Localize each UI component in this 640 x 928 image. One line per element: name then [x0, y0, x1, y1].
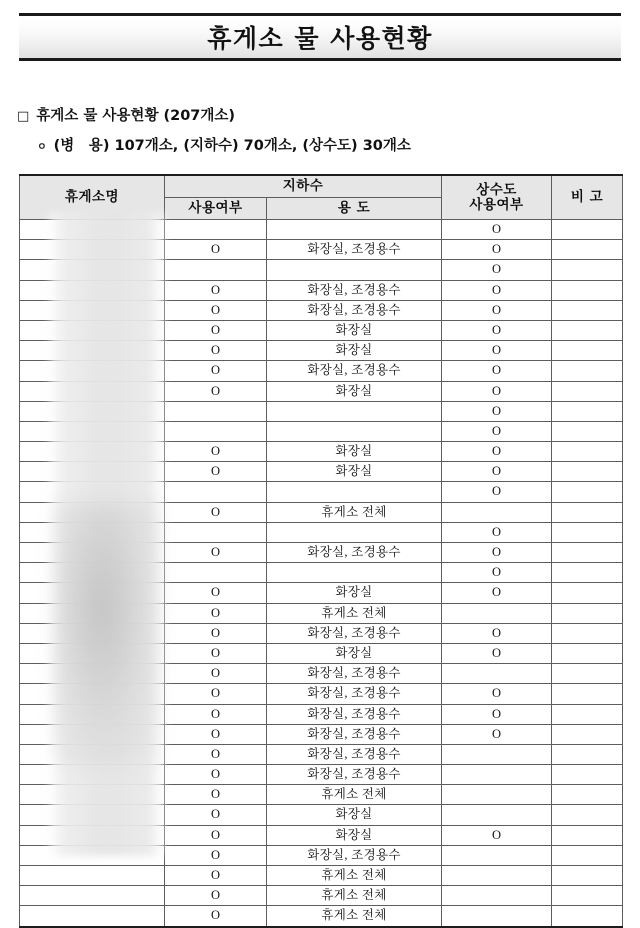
cell-groundwater-purpose: 화장실, 조경용수 [267, 623, 442, 643]
document-title-banner [19, 13, 621, 61]
cell-tapwater-use-mark [442, 805, 552, 825]
cell-groundwater-purpose [267, 563, 442, 583]
cell-groundwater-purpose: 휴게소 전체 [267, 785, 442, 805]
col-header-groundwater-group: 지하수 [165, 175, 442, 198]
cell-groundwater-use-mark: O [165, 785, 267, 805]
cell-note [552, 421, 623, 441]
cell-rest-area-name [20, 664, 165, 684]
cell-rest-area-name [20, 684, 165, 704]
cell-groundwater-use-mark: O [165, 583, 267, 603]
cell-groundwater-use-mark: O [165, 381, 267, 401]
cell-note [552, 744, 623, 764]
summary-primary-text: 휴게소 물 사용현황 (207개소) [36, 108, 236, 124]
table-row [20, 583, 623, 603]
cell-groundwater-purpose: 화장실 [267, 805, 442, 825]
cell-note [552, 886, 623, 906]
cell-groundwater-use-mark [165, 401, 267, 421]
cell-groundwater-purpose: 화장실, 조경용수 [267, 300, 442, 320]
cell-note [552, 280, 623, 300]
cell-tapwater-use-mark: O [442, 724, 552, 744]
cell-note [552, 240, 623, 260]
cell-groundwater-purpose: 휴게소 전체 [267, 866, 442, 886]
cell-groundwater-use-mark [165, 421, 267, 441]
cell-groundwater-purpose: 화장실 [267, 341, 442, 361]
table-row [20, 522, 623, 542]
cell-groundwater-use-mark: O [165, 341, 267, 361]
summary-line-primary [17, 104, 617, 125]
summary-line-secondary [37, 134, 617, 155]
cell-rest-area-name [20, 866, 165, 886]
cell-groundwater-purpose: 화장실, 조경용수 [267, 704, 442, 724]
table-row [20, 623, 623, 643]
table-row [20, 320, 623, 340]
cell-groundwater-use-mark: O [165, 320, 267, 340]
table-row [20, 280, 623, 300]
cell-rest-area-name [20, 401, 165, 421]
cell-note [552, 462, 623, 482]
cell-note [552, 583, 623, 603]
cell-note [552, 906, 623, 927]
table-row [20, 240, 623, 260]
circle-bullet-icon: ㅇ [37, 142, 47, 153]
cell-tapwater-use-mark [442, 785, 552, 805]
summary-section [17, 104, 617, 155]
cell-groundwater-purpose: 화장실, 조경용수 [267, 845, 442, 865]
cell-rest-area-name [20, 583, 165, 603]
cell-rest-area-name [20, 623, 165, 643]
cell-note [552, 603, 623, 623]
cell-note [552, 482, 623, 502]
cell-note [552, 704, 623, 724]
cell-groundwater-purpose: 화장실, 조경용수 [267, 361, 442, 381]
cell-groundwater-purpose: 화장실, 조경용수 [267, 280, 442, 300]
cell-tapwater-use-mark: O [442, 260, 552, 280]
cell-groundwater-purpose: 휴게소 전체 [267, 502, 442, 522]
cell-groundwater-use-mark: O [165, 643, 267, 663]
cell-tapwater-use-mark: O [442, 482, 552, 502]
cell-groundwater-use-mark: O [165, 502, 267, 522]
cell-groundwater-use-mark: O [165, 866, 267, 886]
cell-groundwater-purpose [267, 482, 442, 502]
table-row [20, 381, 623, 401]
cell-tapwater-use-mark: O [442, 280, 552, 300]
cell-note [552, 361, 623, 381]
cell-groundwater-use-mark: O [165, 623, 267, 643]
cell-rest-area-name [20, 543, 165, 563]
cell-tapwater-use-mark: O [442, 623, 552, 643]
table-row [20, 260, 623, 280]
cell-groundwater-purpose [267, 421, 442, 441]
cell-note [552, 260, 623, 280]
table-row [20, 765, 623, 785]
table-row [20, 643, 623, 663]
cell-tapwater-use-mark: O [442, 543, 552, 563]
cell-note [552, 724, 623, 744]
cell-groundwater-use-mark: O [165, 724, 267, 744]
table-row [20, 886, 623, 906]
table-row [20, 300, 623, 320]
cell-note [552, 401, 623, 421]
cell-note [552, 785, 623, 805]
cell-rest-area-name [20, 522, 165, 542]
cell-tapwater-use-mark: O [442, 442, 552, 462]
cell-rest-area-name [20, 260, 165, 280]
cell-note [552, 623, 623, 643]
cell-tapwater-use-mark: O [442, 300, 552, 320]
cell-note [552, 522, 623, 542]
cell-tapwater-use-mark: O [442, 421, 552, 441]
cell-groundwater-purpose: 화장실, 조경용수 [267, 724, 442, 744]
cell-groundwater-use-mark [165, 220, 267, 240]
table-row [20, 704, 623, 724]
table-row [20, 744, 623, 764]
cell-note [552, 684, 623, 704]
cell-groundwater-use-mark [165, 563, 267, 583]
cell-tapwater-use-mark: O [442, 320, 552, 340]
cell-rest-area-name [20, 240, 165, 260]
cell-tapwater-use-mark [442, 866, 552, 886]
col-header-rest-area-name: 휴게소명 [20, 175, 165, 220]
cell-groundwater-purpose: 화장실, 조경용수 [267, 765, 442, 785]
cell-groundwater-use-mark: O [165, 361, 267, 381]
cell-groundwater-use-mark [165, 260, 267, 280]
cell-note [552, 442, 623, 462]
cell-note [552, 300, 623, 320]
cell-tapwater-use-mark: O [442, 462, 552, 482]
cell-groundwater-use-mark: O [165, 462, 267, 482]
table-row [20, 482, 623, 502]
cell-note [552, 563, 623, 583]
cell-tapwater-use-mark: O [442, 401, 552, 421]
cell-rest-area-name [20, 320, 165, 340]
cell-note [552, 220, 623, 240]
table-row [20, 866, 623, 886]
cell-groundwater-purpose [267, 260, 442, 280]
cell-rest-area-name [20, 442, 165, 462]
cell-tapwater-use-mark [442, 845, 552, 865]
cell-tapwater-use-mark [442, 744, 552, 764]
col-header-tapwater-line1: 상수도 [476, 182, 517, 199]
cell-groundwater-purpose: 화장실 [267, 442, 442, 462]
table-row [20, 845, 623, 865]
cell-rest-area-name [20, 765, 165, 785]
cell-groundwater-purpose: 휴게소 전체 [267, 906, 442, 927]
table-row [20, 563, 623, 583]
cell-groundwater-use-mark: O [165, 825, 267, 845]
table-row [20, 805, 623, 825]
cell-rest-area-name [20, 361, 165, 381]
cell-tapwater-use-mark: O [442, 825, 552, 845]
table-header-row-1 [20, 175, 623, 198]
cell-groundwater-purpose: 화장실 [267, 381, 442, 401]
cell-groundwater-purpose: 화장실, 조경용수 [267, 240, 442, 260]
table-body [20, 220, 623, 927]
table-row [20, 442, 623, 462]
cell-note [552, 845, 623, 865]
cell-groundwater-use-mark: O [165, 442, 267, 462]
cell-rest-area-name [20, 381, 165, 401]
cell-groundwater-purpose: 화장실 [267, 583, 442, 603]
cell-groundwater-use-mark: O [165, 684, 267, 704]
cell-groundwater-purpose: 화장실 [267, 643, 442, 663]
table-row [20, 684, 623, 704]
table-header [20, 175, 623, 220]
cell-groundwater-use-mark: O [165, 805, 267, 825]
cell-tapwater-use-mark: O [442, 583, 552, 603]
cell-groundwater-purpose [267, 401, 442, 421]
cell-note [552, 502, 623, 522]
table-row [20, 825, 623, 845]
cell-groundwater-purpose: 휴게소 전체 [267, 603, 442, 623]
cell-groundwater-use-mark: O [165, 300, 267, 320]
square-bullet-icon: □ [17, 109, 30, 124]
cell-groundwater-use-mark [165, 522, 267, 542]
cell-rest-area-name [20, 341, 165, 361]
table-row [20, 361, 623, 381]
cell-groundwater-purpose: 화장실 [267, 825, 442, 845]
cell-rest-area-name [20, 482, 165, 502]
cell-tapwater-use-mark: O [442, 220, 552, 240]
cell-groundwater-use-mark: O [165, 240, 267, 260]
cell-note [552, 664, 623, 684]
cell-tapwater-use-mark: O [442, 341, 552, 361]
cell-groundwater-purpose: 화장실 [267, 462, 442, 482]
cell-note [552, 543, 623, 563]
cell-rest-area-name [20, 825, 165, 845]
cell-tapwater-use-mark: O [442, 522, 552, 542]
cell-rest-area-name [20, 845, 165, 865]
table-row [20, 785, 623, 805]
cell-note [552, 765, 623, 785]
cell-groundwater-purpose: 화장실, 조경용수 [267, 684, 442, 704]
table-row [20, 603, 623, 623]
col-header-groundwater-purpose: 용 도 [267, 198, 442, 220]
cell-tapwater-use-mark [442, 664, 552, 684]
cell-tapwater-use-mark [442, 906, 552, 927]
cell-groundwater-purpose: 휴게소 전체 [267, 886, 442, 906]
table-row [20, 220, 623, 240]
cell-rest-area-name [20, 744, 165, 764]
cell-tapwater-use-mark [442, 603, 552, 623]
cell-tapwater-use-mark: O [442, 643, 552, 663]
cell-groundwater-use-mark [165, 482, 267, 502]
cell-note [552, 805, 623, 825]
cell-rest-area-name [20, 906, 165, 927]
table-row [20, 341, 623, 361]
cell-groundwater-use-mark: O [165, 543, 267, 563]
cell-tapwater-use-mark [442, 502, 552, 522]
cell-rest-area-name [20, 462, 165, 482]
cell-rest-area-name [20, 805, 165, 825]
table-row [20, 421, 623, 441]
col-header-tapwater-use [442, 175, 552, 220]
cell-rest-area-name [20, 220, 165, 240]
cell-groundwater-use-mark: O [165, 664, 267, 684]
cell-tapwater-use-mark [442, 765, 552, 785]
water-usage-table [19, 174, 623, 928]
cell-rest-area-name [20, 886, 165, 906]
cell-note [552, 320, 623, 340]
cell-rest-area-name [20, 421, 165, 441]
cell-rest-area-name [20, 603, 165, 623]
cell-groundwater-use-mark: O [165, 765, 267, 785]
table-row [20, 906, 623, 927]
cell-tapwater-use-mark: O [442, 563, 552, 583]
cell-tapwater-use-mark: O [442, 684, 552, 704]
cell-note [552, 381, 623, 401]
cell-note [552, 866, 623, 886]
cell-tapwater-use-mark: O [442, 381, 552, 401]
cell-rest-area-name [20, 724, 165, 744]
table-row [20, 664, 623, 684]
cell-tapwater-use-mark: O [442, 361, 552, 381]
cell-tapwater-use-mark [442, 886, 552, 906]
cell-groundwater-purpose: 화장실 [267, 320, 442, 340]
col-header-tapwater-line2: 사용여부 [469, 196, 524, 213]
water-usage-table-container [19, 174, 622, 928]
table-row [20, 502, 623, 522]
table-row [20, 543, 623, 563]
cell-groundwater-purpose: 화장실, 조경용수 [267, 744, 442, 764]
page-title: 휴게소 물 사용현황 [207, 24, 433, 53]
table-row [20, 462, 623, 482]
cell-groundwater-purpose: 화장실, 조경용수 [267, 543, 442, 563]
cell-groundwater-use-mark: O [165, 886, 267, 906]
cell-rest-area-name [20, 300, 165, 320]
cell-tapwater-use-mark: O [442, 240, 552, 260]
col-header-note: 비 고 [552, 175, 623, 220]
cell-rest-area-name [20, 704, 165, 724]
cell-note [552, 341, 623, 361]
cell-rest-area-name [20, 785, 165, 805]
summary-secondary-text: (병 용) 107개소, (지하수) 70개소, (상수도) 30개소 [53, 138, 411, 154]
cell-rest-area-name [20, 280, 165, 300]
cell-note [552, 825, 623, 845]
cell-rest-area-name [20, 643, 165, 663]
cell-rest-area-name [20, 563, 165, 583]
cell-rest-area-name [20, 502, 165, 522]
cell-groundwater-purpose [267, 522, 442, 542]
cell-groundwater-purpose: 화장실, 조경용수 [267, 664, 442, 684]
cell-groundwater-use-mark: O [165, 280, 267, 300]
table-row [20, 401, 623, 421]
col-header-groundwater-use: 사용여부 [165, 198, 267, 220]
cell-tapwater-use-mark: O [442, 704, 552, 724]
cell-groundwater-use-mark: O [165, 845, 267, 865]
cell-groundwater-purpose [267, 220, 442, 240]
cell-note [552, 643, 623, 663]
cell-groundwater-use-mark: O [165, 744, 267, 764]
table-row [20, 724, 623, 744]
cell-groundwater-use-mark: O [165, 603, 267, 623]
cell-groundwater-use-mark: O [165, 704, 267, 724]
cell-groundwater-use-mark: O [165, 906, 267, 927]
